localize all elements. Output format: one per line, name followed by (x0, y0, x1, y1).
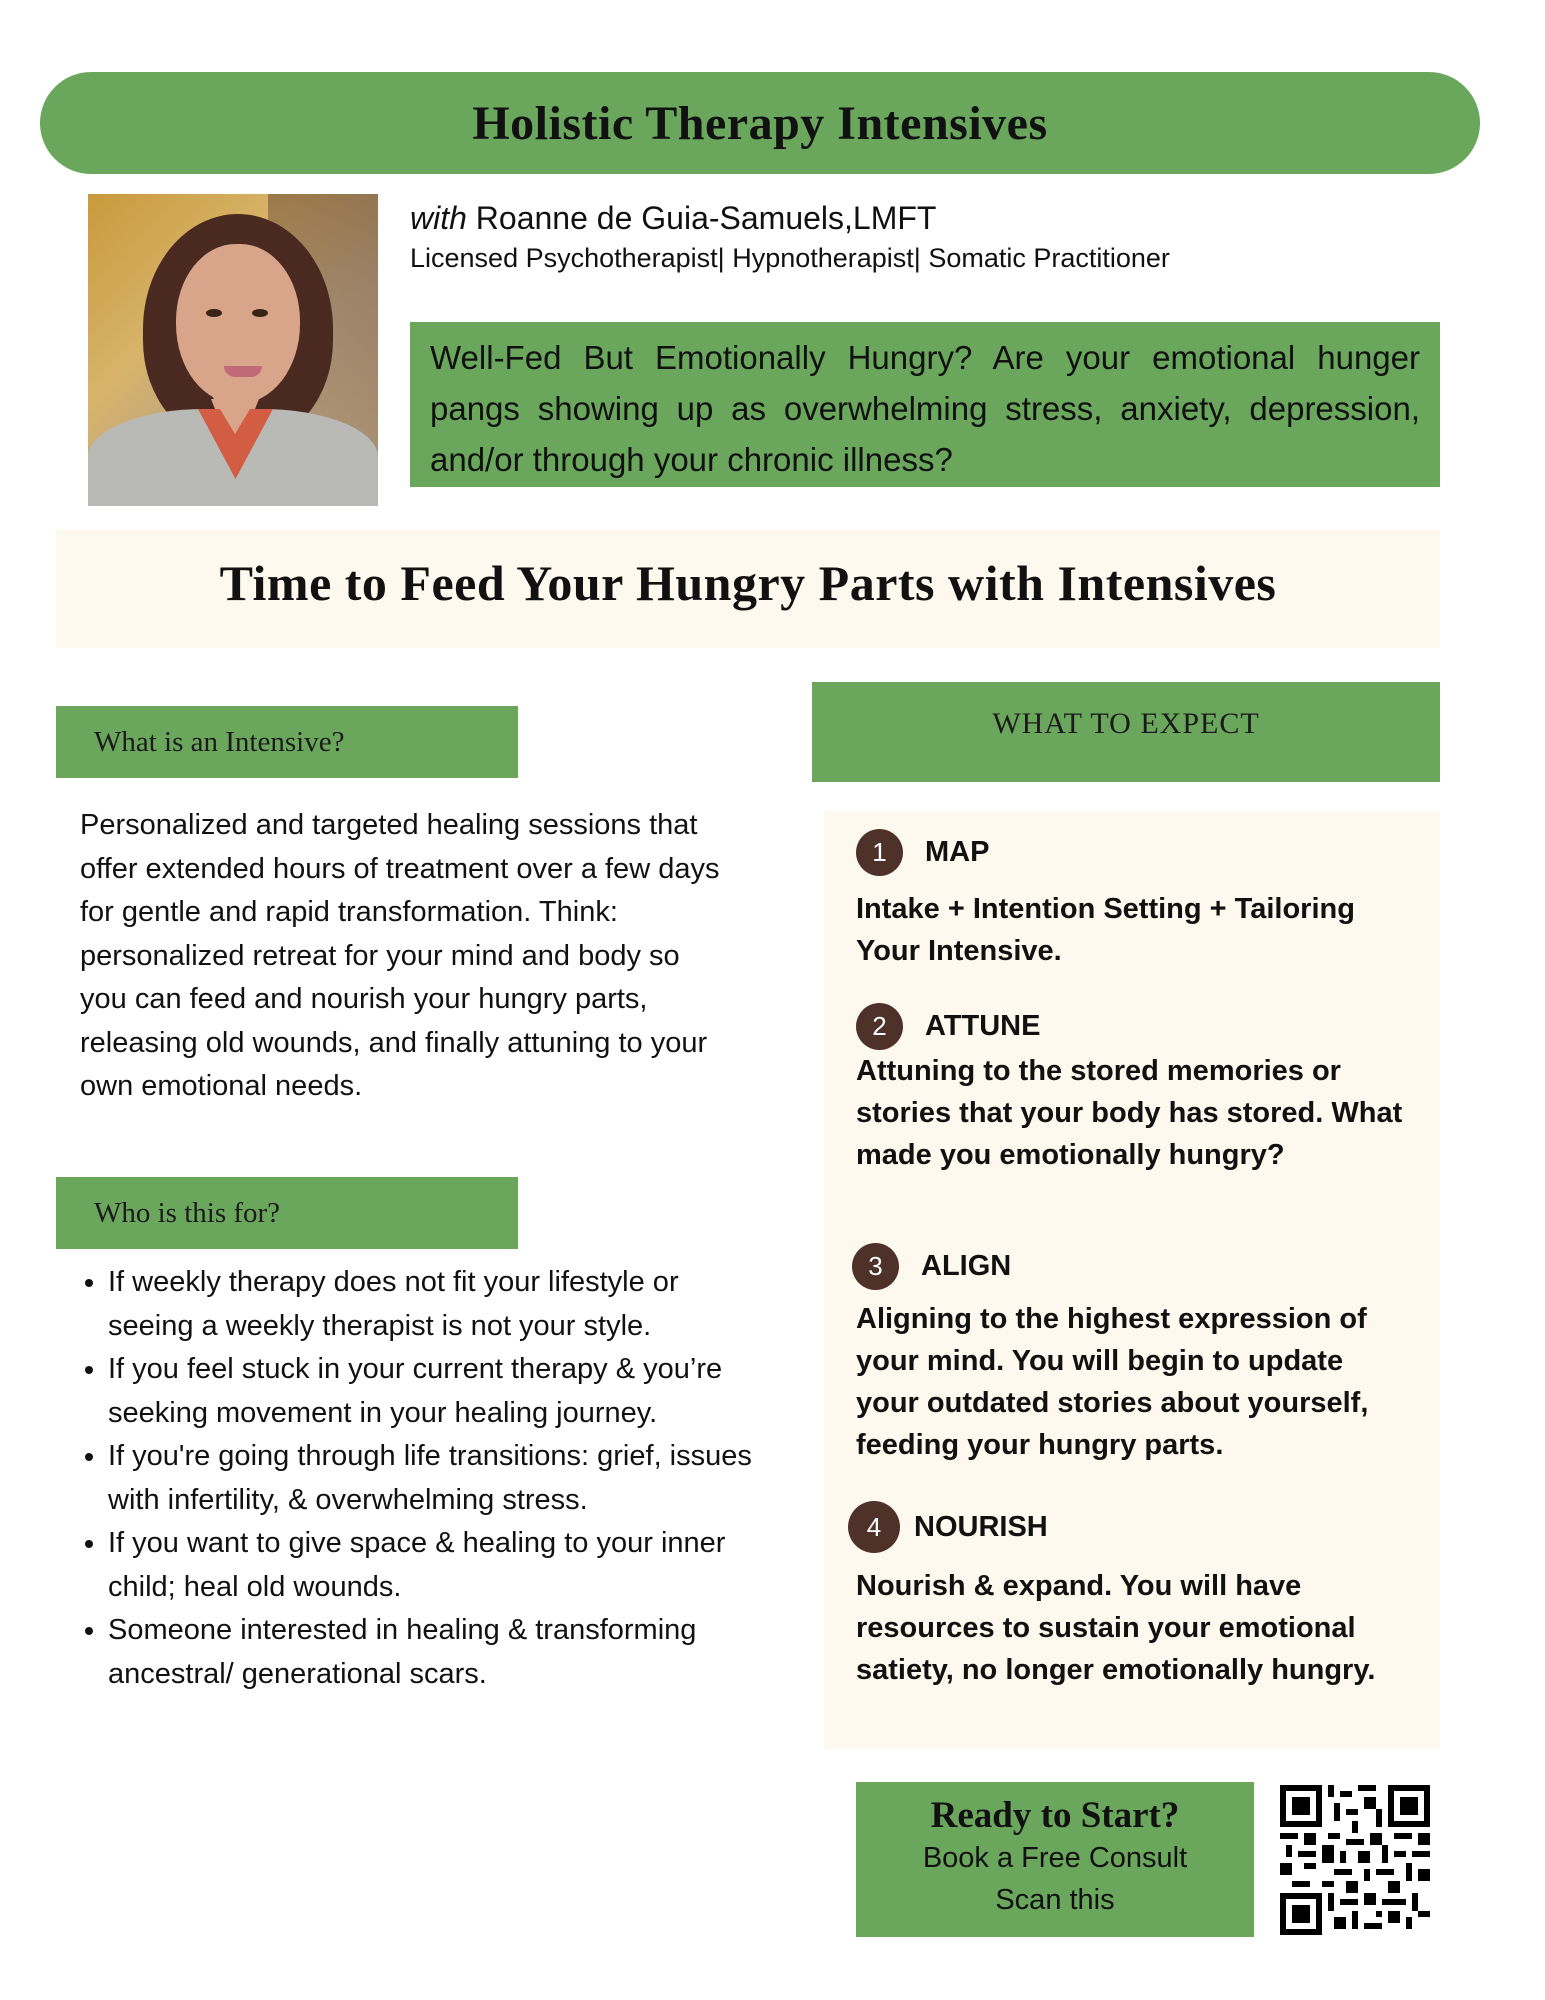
section-heading-who-for (56, 1177, 518, 1249)
cta-line-scan: Scan this (995, 1884, 1115, 1916)
audience-list (68, 1261, 768, 1696)
step-attune (856, 1003, 1416, 1176)
section-heading-text: WHAT TO EXPECT (992, 707, 1260, 740)
step-title: MAP (925, 836, 990, 868)
step-title: ALIGN (921, 1250, 1012, 1282)
book-consult-cta[interactable] (856, 1782, 1254, 1937)
page-title: Holistic Therapy Intensives (472, 96, 1048, 150)
intensive-description: Personalized and targeted healing sessions that offer extended hours of treatment over a few days for gentle and rapid transformation. Think: personalized retreat for your mind and body so you can feed and nourish your hungry parts, releasing old wounds, and finally attuning to your own emotional needs. (80, 809, 720, 1102)
section-heading-what-is (56, 706, 518, 778)
step-description: Aligning to the highest expression of your mind. You will begin to update your outdated stories about yourself, feeding your hungry parts. (856, 1303, 1369, 1461)
step-title: NOURISH (914, 1510, 1048, 1543)
steps-panel (824, 811, 1440, 1749)
tagline-heading: Time to Feed Your Hungry Parts with Intensives (219, 555, 1277, 611)
step-number-badge: 3 (852, 1243, 899, 1290)
list-item: • If weekly therapy does not fit your lifestyle or seeing a weekly therapist is not your style. (108, 1261, 768, 1348)
step-number-badge: 1 (856, 829, 903, 876)
title-banner (40, 72, 1480, 174)
with-prefix: with (410, 200, 467, 236)
list-item: • Someone interested in healing & transforming ancestral/ generational scars. (108, 1609, 768, 1696)
list-item: • If you're going through life transitions: grief, issues with infertility, & overwhelming stress. (108, 1435, 768, 1522)
tagline-band (56, 530, 1440, 648)
step-description: Attuning to the stored memories or stories that your body has stored. What made you emotionally hungry? (856, 1055, 1403, 1171)
cta-title: Ready to Start? (930, 1795, 1180, 1836)
section-heading-text: What is an Intensive? (94, 725, 345, 758)
step-title: ATTUNE (925, 1010, 1041, 1042)
step-description: Nourish & expand. You will have resources to sustain your emotional satiety, no longer emotionally hungry. (856, 1570, 1376, 1686)
list-item: • If you feel stuck in your current therapy & you’re seeking movement in your healing journey. (108, 1348, 768, 1435)
name-text: Roanne de Guia-Samuels,LMFT (466, 200, 937, 236)
section-heading-what-to-expect (812, 682, 1440, 782)
hook-text: Well-Fed But Emotionally Hungry? Are your emotional hunger pangs showing up as overwhelming stress, anxiety, depression, and/or through your chronic illness? (430, 339, 1420, 478)
therapist-byline (410, 200, 1170, 274)
hook-callout (410, 322, 1440, 487)
therapist-credentials: Licensed Psychotherapist| Hypnotherapist| Somatic Practitioner (410, 243, 1170, 273)
step-number-badge: 2 (856, 1003, 903, 1050)
step-description: Intake + Intention Setting + Tailoring Your Intensive. (856, 893, 1355, 967)
step-nourish (848, 1501, 1408, 1691)
step-map (856, 829, 1416, 972)
step-align (852, 1243, 1412, 1466)
step-number-badge: 4 (848, 1501, 900, 1553)
list-item: • If you want to give space & healing to your inner child; heal old wounds. (108, 1522, 768, 1609)
qr-code-icon[interactable] (1280, 1784, 1430, 1936)
cta-line-book: Book a Free Consult (922, 1842, 1188, 1874)
therapist-photo (88, 194, 378, 506)
therapist-name (410, 200, 1170, 237)
section-heading-text: Who is this for? (94, 1196, 281, 1229)
